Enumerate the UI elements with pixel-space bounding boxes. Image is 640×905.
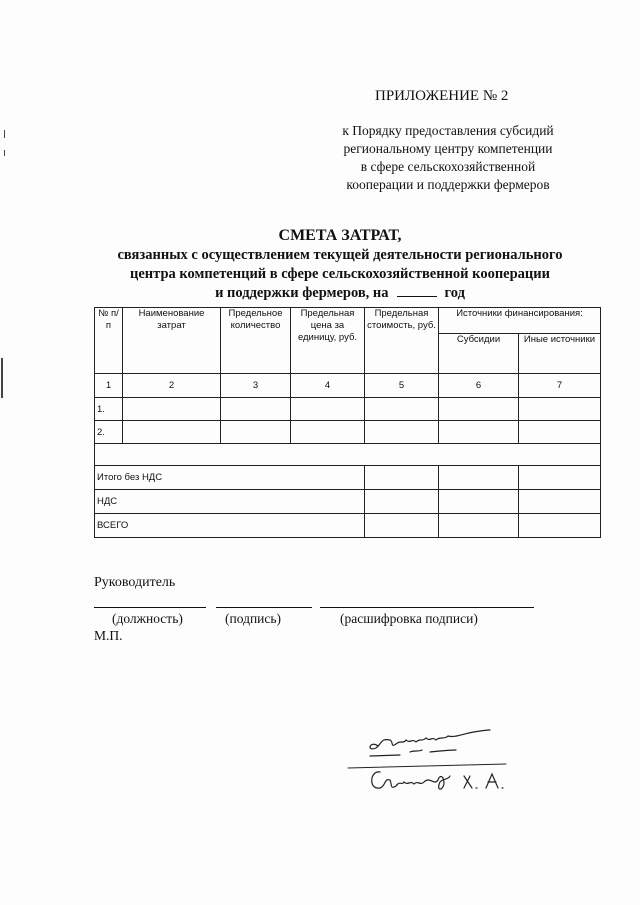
position-caption: (должность) — [112, 611, 183, 626]
table-cell — [123, 421, 221, 444]
table-cell — [365, 398, 439, 421]
scan-mark — [1, 358, 3, 398]
column-number: 2 — [123, 374, 221, 398]
header-other: Иные источники — [519, 334, 601, 374]
appendix-line: к Порядку предоставления субсидий — [342, 123, 554, 138]
table-cell — [365, 514, 439, 538]
column-number: 7 — [519, 374, 601, 398]
scan-mark — [4, 150, 5, 156]
table-cell — [291, 398, 365, 421]
title-last-line — [60, 284, 620, 303]
table-cell — [439, 466, 519, 490]
table-cell — [365, 490, 439, 514]
appendix-line: кооперации и поддержки фермеров — [346, 177, 550, 192]
table-cell — [519, 421, 601, 444]
column-number: 6 — [439, 374, 519, 398]
cost-estimate-table — [94, 307, 601, 538]
signature-caption: (подпись) — [225, 611, 282, 626]
header-num: № п/п — [95, 308, 123, 374]
total-label: ВСЕГО — [95, 514, 365, 538]
total-row — [95, 514, 601, 538]
table-cell — [439, 421, 519, 444]
table-row — [95, 421, 601, 444]
table-cell — [365, 421, 439, 444]
document-title — [60, 226, 620, 303]
table-row — [95, 398, 601, 421]
header-sources: Источники финансирования: — [439, 308, 601, 334]
table-cell — [439, 490, 519, 514]
signature-decode-caption: (расшифровка подписи) — [340, 611, 478, 626]
appendix-line: региональному центру компетенции — [343, 141, 553, 156]
column-number: 4 — [291, 374, 365, 398]
table-cell — [221, 421, 291, 444]
header-quantity: Предельное количество — [221, 308, 291, 374]
total-label: НДС — [95, 490, 365, 514]
scan-mark — [4, 130, 5, 138]
table-cell — [123, 398, 221, 421]
row-number: 1. — [95, 398, 123, 421]
table-cell — [519, 398, 601, 421]
year-blank — [397, 284, 437, 297]
appendix-reference — [318, 122, 578, 194]
title-main: СМЕТА ЗАТРАТ, — [278, 227, 402, 244]
table-cell — [439, 514, 519, 538]
table-spacer-row — [95, 444, 601, 466]
title-line-suffix: год — [444, 285, 465, 301]
table-cell — [291, 421, 365, 444]
header-name: Наименование затрат — [123, 308, 221, 374]
signature-decode-line — [320, 607, 534, 608]
total-row — [95, 466, 601, 490]
table-cell — [519, 466, 601, 490]
column-number: 5 — [365, 374, 439, 398]
table-cell — [519, 490, 601, 514]
header-cost: Предельная стоимость, руб. — [365, 308, 439, 374]
title-line-prefix: и поддержки фермеров, на — [215, 285, 389, 301]
column-number: 1 — [95, 374, 123, 398]
table-cell — [221, 398, 291, 421]
table-cell — [439, 398, 519, 421]
header-price: Предельная цена за единицу, руб. — [291, 308, 365, 374]
total-row — [95, 490, 601, 514]
table-cell — [519, 514, 601, 538]
signature-line — [216, 607, 312, 608]
title-line: связанных с осуществлением текущей деятельности регионального — [117, 247, 563, 263]
head-label: Руководитель — [94, 575, 176, 590]
appendix-title: ПРИЛОЖЕНИЕ № 2 — [375, 88, 509, 104]
table-cell — [365, 466, 439, 490]
total-label: Итого без НДС — [95, 466, 365, 490]
header-subsidies: Субсидии — [439, 334, 519, 374]
handwritten-signature — [340, 720, 520, 820]
row-number: 2. — [95, 421, 123, 444]
appendix-line: в сфере сельскохозяйственной — [360, 159, 536, 174]
title-line: центра компетенций в сфере сельскохозяйственной кооперации — [130, 266, 550, 282]
position-line — [94, 607, 206, 608]
column-number: 3 — [221, 374, 291, 398]
stamp-place: М.П. — [94, 628, 123, 643]
